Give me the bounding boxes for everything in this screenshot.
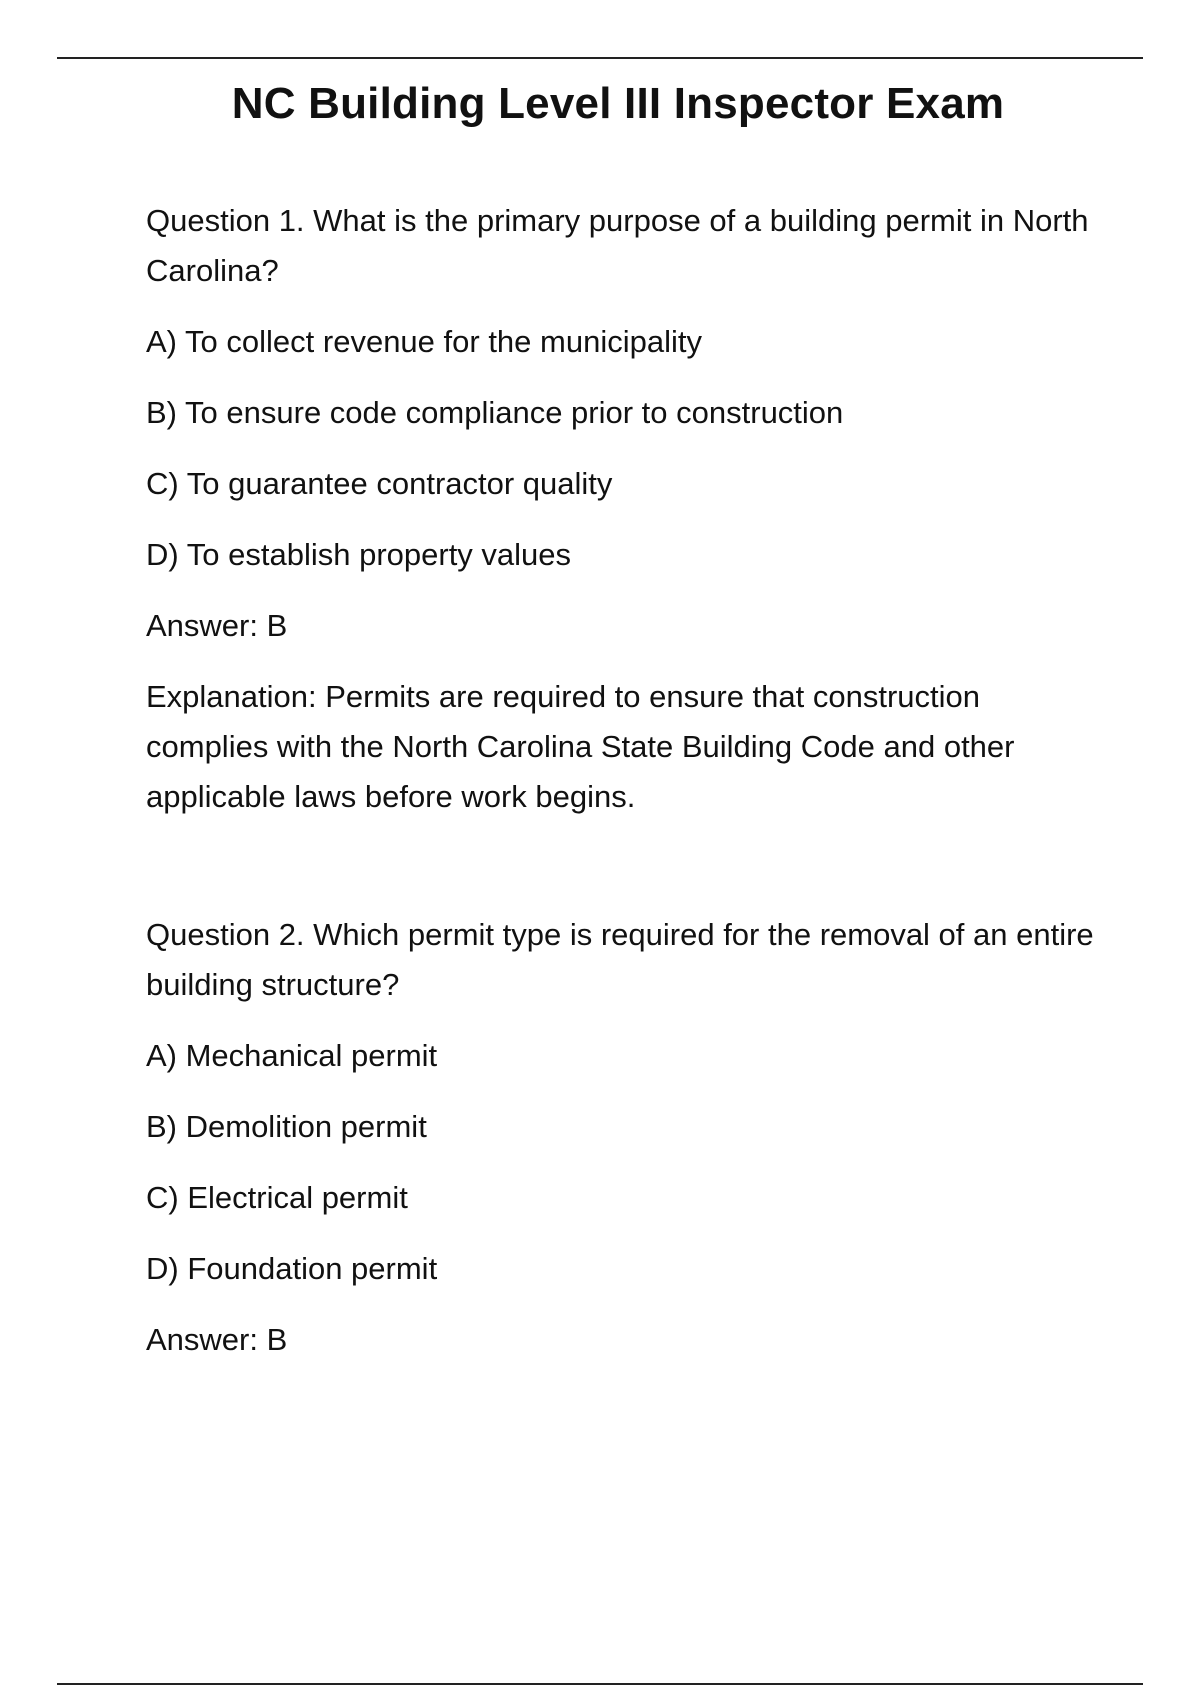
question-text: Question 1. What is the primary purpose of a building permit in North Carolina? xyxy=(146,203,1089,288)
option-d: D) Foundation permit xyxy=(146,1251,438,1286)
option-b: B) To ensure code compliance prior to construction xyxy=(146,395,844,430)
option-c: C) Electrical permit xyxy=(146,1180,408,1215)
question-text: Question 2. Which permit type is required for the removal of an entire building structure? xyxy=(146,917,1094,1002)
answer-key: Answer: B xyxy=(146,1322,288,1357)
option-a: A) To collect revenue for the municipality xyxy=(146,324,702,359)
option-c: C) To guarantee contractor quality xyxy=(146,466,613,501)
option-b: B) Demolition permit xyxy=(146,1109,427,1144)
document-body xyxy=(146,196,1106,1386)
question-1 xyxy=(146,196,1106,822)
question-2 xyxy=(146,910,1106,1365)
explanation: Explanation: Permits are required to ensure that construction complies with the North Carolina State Building Code and other applicable laws before work begins. xyxy=(146,679,1015,814)
answer-options xyxy=(146,317,1106,580)
header-rule xyxy=(57,57,1143,59)
option-d: D) To establish property values xyxy=(146,537,572,572)
page-title: NC Building Level III Inspector Exam xyxy=(231,79,1005,128)
option-a: A) Mechanical permit xyxy=(146,1038,438,1073)
answer-key: Answer: B xyxy=(146,608,288,643)
footer-rule xyxy=(57,1683,1143,1685)
answer-options xyxy=(146,1031,1106,1294)
